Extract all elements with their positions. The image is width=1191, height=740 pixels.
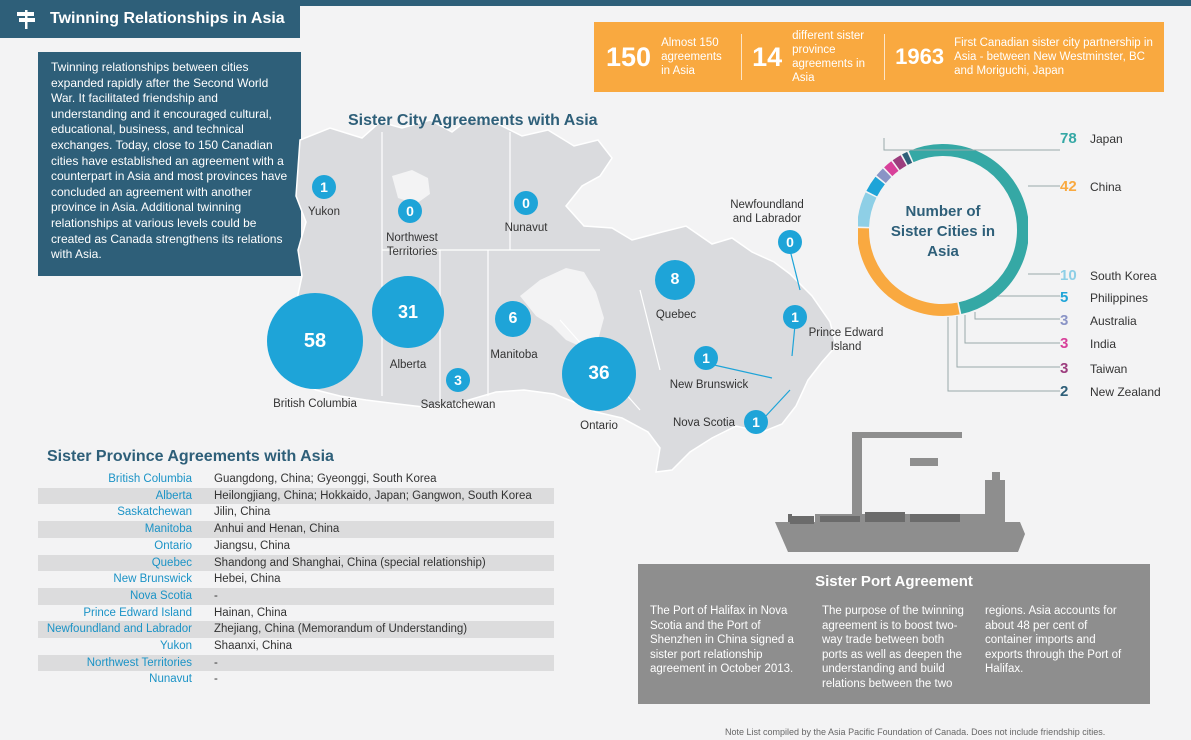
province-agreements: Shandong and Shanghai, China (special relationship): [214, 555, 554, 572]
legend-value: 2: [1060, 383, 1069, 400]
province-agreements: Heilongjiang, China; Hokkaido, Japan; Gangwon, South Korea: [214, 488, 554, 505]
label-british-columbia: British Columbia: [273, 398, 357, 410]
legend-value: 42: [1060, 178, 1077, 195]
province-name: Newfoundland and Labrador: [38, 621, 214, 638]
legend-value: 3: [1060, 312, 1069, 329]
table-row: [38, 538, 554, 555]
province-agreements: -: [214, 588, 554, 605]
donut-segment-new-zealand: [905, 157, 910, 159]
table-row: [38, 555, 554, 572]
table-row: [38, 471, 554, 488]
port-text-2: The purpose of the twinning agreement is to boost two-way trade between both ports as well as deepen the understanding and build relations between the two: [822, 605, 964, 690]
map-title: Sister City Agreements with Asia: [348, 112, 598, 129]
label-newfoundland: Newfoundland and Labrador: [730, 199, 804, 225]
legend-item: [1060, 130, 1123, 147]
port-title: Sister Port Agreement: [815, 573, 973, 590]
donut-segment-australia: [881, 173, 887, 179]
donut-segment-taiwan: [896, 160, 903, 165]
province-agreements: Anhui and Henan, China: [214, 521, 554, 538]
province-agreements: Hainan, China: [214, 606, 287, 619]
legend-label: New Zealand: [1090, 384, 1161, 399]
donut-segment-south-korea: [863, 195, 871, 227]
table-row: [38, 605, 554, 622]
intro-text: Twinning relationships between cities expanded rapidly after the Second World War. It facilitated friendship and understanding and it encouraged cultural, educational, business, and technical exchanges. Today, close to 150 Canadian cities have established an agreement with a counterpart in Asia and most provinces have concluded an agreement with another province in Asia. Additional twinning relationships at various levels could be created as Canada strengthens its relations with Asia.: [38, 52, 301, 276]
stat-value: 1963: [895, 44, 945, 69]
donut-segment-philippines: [872, 180, 880, 193]
label-saskatchewan: Saskatchewan: [420, 399, 496, 411]
label-northwest-territories: Northwest Territories: [386, 232, 438, 258]
stat-value: 14: [752, 41, 783, 72]
label-manitoba: Manitoba: [490, 349, 538, 361]
stat-text: Almost 150 agreements in Asia: [661, 37, 722, 77]
province-name: Alberta: [38, 488, 214, 505]
label-new-brunswick: New Brunswick: [669, 379, 749, 391]
table-row: [38, 504, 554, 521]
label-yukon: Yukon: [308, 206, 340, 218]
province-name: New Brunswick: [113, 573, 192, 586]
legend-value: 78: [1060, 130, 1077, 147]
table-row: [38, 588, 554, 605]
table-row: [38, 488, 554, 505]
legend-value: 3: [1060, 360, 1069, 377]
legend-label: China: [1090, 179, 1122, 194]
legend-label: Taiwan: [1090, 361, 1128, 376]
ship-illustration: [770, 428, 1050, 558]
province-name: Quebec: [38, 555, 214, 572]
bubble-northwest-territories: 0: [398, 199, 422, 223]
table-row: [38, 521, 554, 538]
legend-value: 3: [1060, 335, 1069, 352]
donut-title: Number of Sister Cities in Asia: [890, 203, 996, 260]
bubble-ontario: 36: [562, 337, 636, 411]
province-agreements: Zhejiang, China (Memorandum of Understanding): [214, 621, 554, 638]
province-name: Ontario: [154, 539, 192, 552]
label-pei: Prince Edward Island: [808, 327, 884, 353]
bubble-yukon: 1: [312, 175, 336, 199]
bubble-quebec: 8: [655, 260, 695, 300]
stat-value: 150: [606, 41, 652, 72]
bubble-nunavut: 0: [514, 191, 538, 215]
port-text-3: regions. Asia accounts for about 48 per cent of container imports and exports through the Port of Halifax.: [985, 605, 1122, 675]
label-nova-scotia: Nova Scotia: [672, 417, 735, 429]
legend-item: [1060, 267, 1157, 284]
province-name: Manitoba: [38, 521, 214, 538]
legend-value: 5: [1060, 289, 1069, 306]
legend-label: Japan: [1090, 131, 1123, 146]
footnote: Note List compiled by the Asia Pacific Foundation of Canada. Does not include friendship cities.: [725, 727, 1106, 737]
legend-item: [1060, 178, 1121, 195]
legend-label: South Korea: [1090, 268, 1157, 283]
bubble-alberta: 31: [372, 276, 444, 348]
legend-item: [1060, 312, 1137, 329]
legend-value: 10: [1060, 267, 1077, 284]
province-name: Northwest Territories: [38, 655, 214, 672]
province-agreements: -: [214, 673, 218, 686]
legend-item: [1060, 383, 1161, 400]
province-name: Nunavut: [149, 673, 192, 686]
stat-text: First Canadian sister city partnership in Asia - between New Westminster, BC and Moriguchi, Japan: [954, 37, 1153, 77]
table-row: [38, 655, 554, 672]
province-name: Saskatchewan: [117, 506, 192, 519]
legend-item: [1060, 360, 1127, 377]
bubble-british-columbia: 58: [267, 293, 363, 389]
bubble-new-brunswick: 1: [694, 346, 718, 370]
province-agreements: Jilin, China: [214, 506, 271, 519]
province-agreements: Guangdong, China; Gyeonggi, South Korea: [214, 473, 437, 485]
province-agreements: Jiangsu, China: [214, 539, 291, 552]
table-row: [38, 621, 554, 638]
label-quebec: Quebec: [655, 309, 697, 321]
province-name: Nova Scotia: [38, 588, 214, 605]
province-agreements: -: [214, 655, 554, 672]
label-alberta: Alberta: [389, 359, 427, 371]
province-agreements: Hebei, China: [214, 573, 281, 586]
bubble-manitoba: 6: [495, 301, 531, 337]
donut-segment-india: [888, 166, 895, 172]
page-title: Twinning Relationships in Asia: [50, 10, 285, 27]
table-row: [38, 671, 554, 688]
legend-label: Australia: [1090, 313, 1137, 328]
sister-port-panel: [638, 564, 1150, 704]
table-row: [38, 638, 554, 655]
province-agreements: Shaanxi, China: [214, 640, 292, 653]
label-nunavut: Nunavut: [504, 222, 548, 234]
bubble-pei: 1: [783, 305, 807, 329]
province-name: Yukon: [160, 640, 192, 653]
province-table: [38, 471, 554, 688]
legend-item: [1060, 335, 1116, 352]
port-text-1: The Port of Halifax in Nova Scotia and the Port of Shenzhen in China signed a sister port relationship agreement in October 2013.: [650, 605, 794, 675]
bubble-newfoundland: 0: [778, 230, 802, 254]
legend-label: Philippines: [1090, 290, 1149, 305]
province-table-title: Sister Province Agreements with Asia: [47, 448, 334, 465]
legend-item: [1060, 289, 1148, 306]
province-name: Prince Edward Island: [83, 606, 192, 619]
bubble-nova-scotia: 1: [744, 410, 768, 434]
label-ontario: Ontario: [580, 420, 618, 432]
stat-text: different sister province agreements in Asia: [792, 30, 865, 84]
legend-label: India: [1090, 336, 1117, 351]
bubble-saskatchewan: 3: [446, 368, 470, 392]
province-name: British Columbia: [108, 473, 192, 485]
table-row: [38, 571, 554, 588]
